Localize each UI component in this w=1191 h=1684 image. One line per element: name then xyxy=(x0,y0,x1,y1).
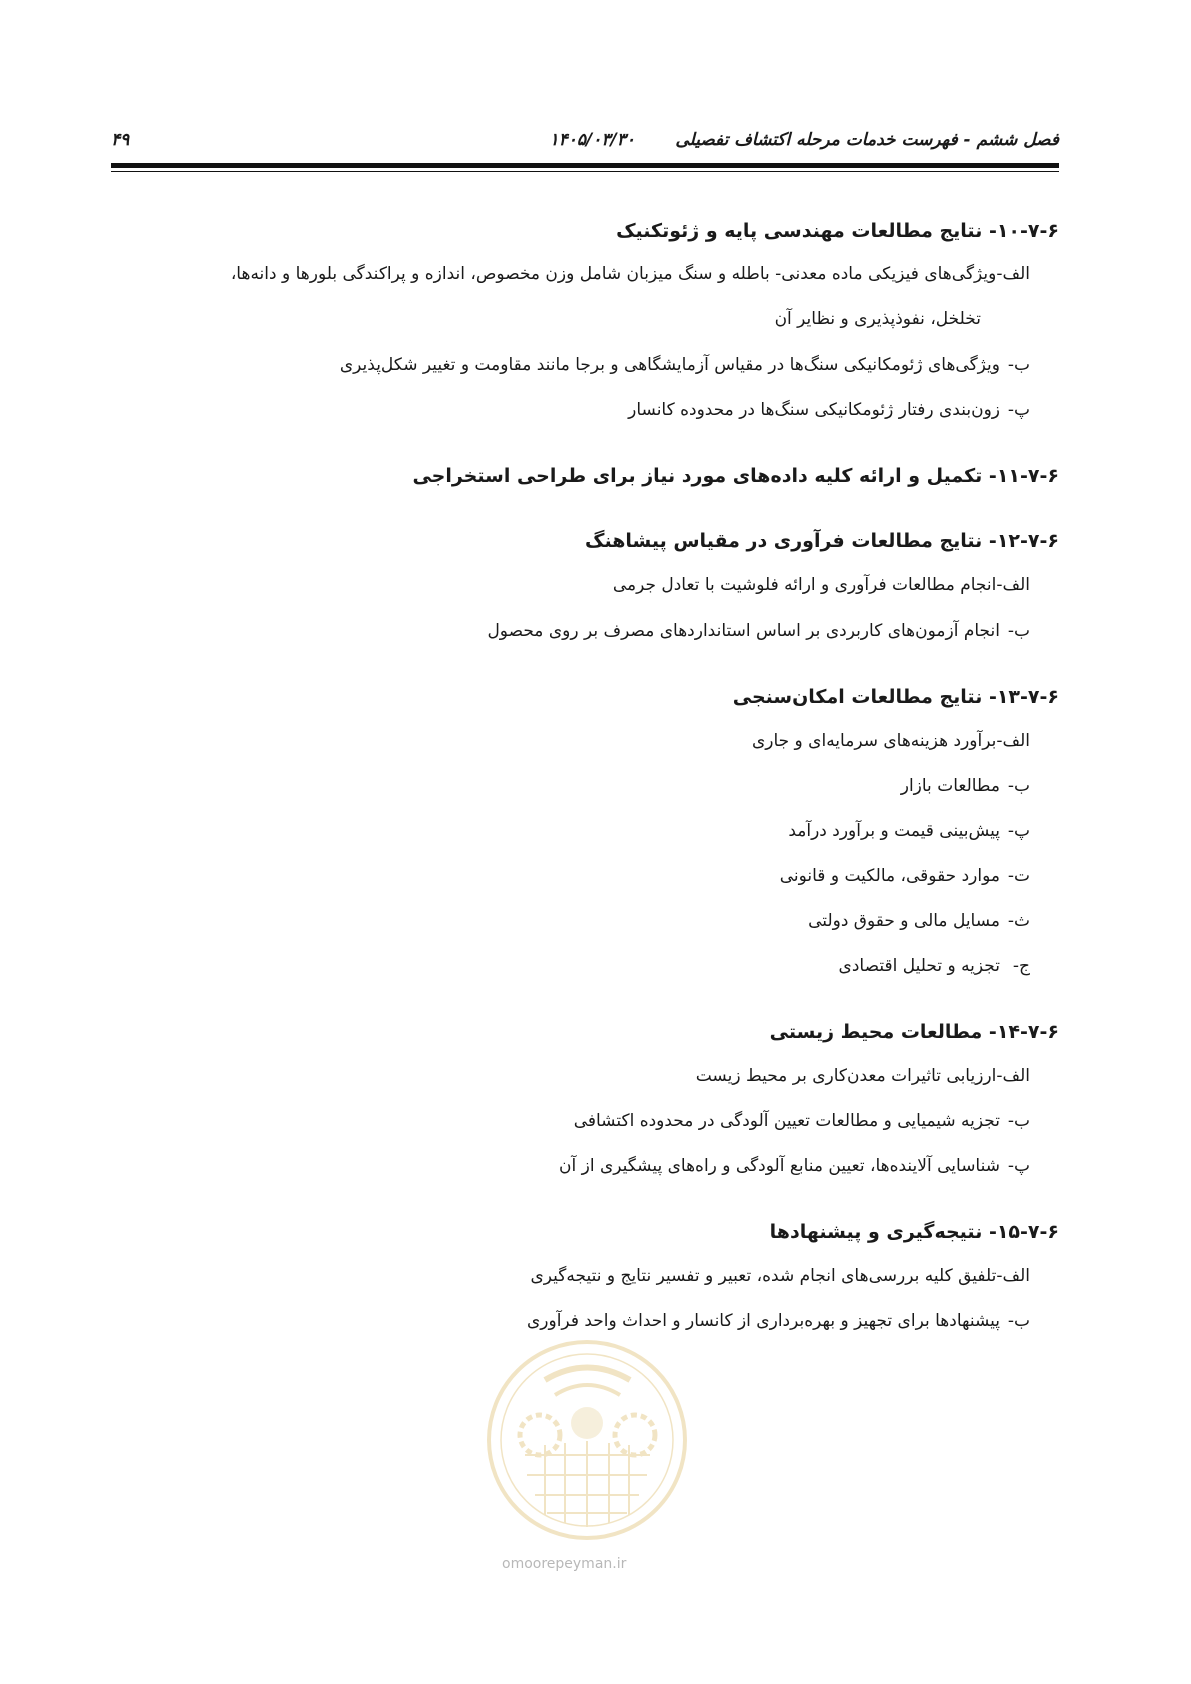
item-label: ب- xyxy=(1007,621,1030,641)
list-item xyxy=(788,821,1030,841)
item-text: پیش‌بینی قیمت و برآورد درآمد xyxy=(788,821,1000,841)
list-item xyxy=(530,1266,1030,1286)
item-text: ارزیابی تاثیرات معدن‌کاری بر محیط زیست xyxy=(695,1066,997,1086)
section-title-14: ۱۴-۷-۶- مطالعات محیط زیستی xyxy=(769,1021,1059,1043)
list-item xyxy=(901,776,1030,796)
item-label: ب- xyxy=(1007,1111,1030,1131)
watermark-logo-icon xyxy=(485,1335,690,1545)
list-item xyxy=(628,400,1030,420)
item-text: انجام آزمون‌های کاربردی بر اساس استانداردهای مصرف بر روی محصول xyxy=(487,621,1000,641)
item-label: پ- xyxy=(1007,400,1030,420)
list-item xyxy=(231,264,1030,284)
list-item xyxy=(696,1066,1030,1086)
item-label: الف- xyxy=(996,575,1030,595)
item-label: الف- xyxy=(996,731,1030,751)
item-continuation: تخلخل، نفوذپذیری و نظایر آن xyxy=(774,309,981,329)
item-text: تجزیه شیمیایی و مطالعات تعیین آلودگی در محدوده اکتشافی xyxy=(573,1111,1000,1131)
item-label: ث- xyxy=(1007,911,1030,931)
list-item xyxy=(559,1156,1030,1176)
header-date: ۱۴۰۵/۰۳/۳۰ xyxy=(549,130,635,150)
item-text: تلفیق کلیه بررسی‌های انجام شده، تعبیر و تفسیر نتایج و نتیجه‌گیری xyxy=(530,1266,997,1286)
list-item xyxy=(574,1111,1030,1131)
item-text: تجزیه و تحلیل اقتصادی xyxy=(838,956,1000,976)
section-title-11: ۱۱-۷-۶- تکمیل و ارائه کلیه داده‌های مورد نیاز برای طراحی استخراجی xyxy=(412,465,1059,487)
list-item xyxy=(340,355,1030,375)
item-text: برآورد هزینه‌های سرمایه‌ای و جاری xyxy=(751,731,997,751)
item-text: انجام مطالعات فرآوری و ارائه فلوشیت با تعادل جرمی xyxy=(612,575,997,595)
item-label: ب- xyxy=(1007,1311,1030,1331)
item-label: پ- xyxy=(1007,1156,1030,1176)
item-text: مطالعات بازار xyxy=(900,776,1000,796)
page-number: ۴۹ xyxy=(111,130,130,150)
list-item xyxy=(839,956,1030,976)
watermark-url: omoorepeyman.ir xyxy=(502,1556,627,1572)
list-item xyxy=(752,731,1030,751)
page-header xyxy=(111,130,1059,152)
item-label: الف- xyxy=(996,1266,1030,1286)
item-label: ب- xyxy=(1007,776,1030,796)
item-label: ج- xyxy=(1012,956,1030,976)
item-text: ویژگی‌های ژئومکانیکی سنگ‌ها در مقیاس آزمایشگاهی و برجا مانند مقاومت و تغییر شکل‌پذیری xyxy=(339,355,1000,375)
header-rule-thin xyxy=(111,171,1059,172)
list-item xyxy=(613,575,1030,595)
section-title-13: ۱۳-۷-۶- نتایج مطالعات امکان‌سنجی xyxy=(732,686,1059,708)
list-item xyxy=(780,866,1030,886)
section-title-15: ۱۵-۷-۶- نتیجه‌گیری و پیشنهادها xyxy=(769,1221,1059,1243)
item-label: ت- xyxy=(1007,866,1030,886)
item-text: پیشنهادها برای تجهیز و بهره‌برداری از کانسار و احداث واحد فرآوری xyxy=(526,1311,1000,1331)
item-label: الف- xyxy=(996,264,1030,284)
header-rule-thick xyxy=(111,163,1059,168)
item-label: ب- xyxy=(1007,355,1030,375)
item-text: مسایل مالی و حقوق دولتی xyxy=(808,911,1000,931)
item-text: موارد حقوقی، مالکیت و قانونی xyxy=(779,866,1000,886)
item-label: الف- xyxy=(996,1066,1030,1086)
item-label: پ- xyxy=(1007,821,1030,841)
list-item xyxy=(487,621,1030,641)
item-text: ویژگی‌های فیزیکی ماده معدنی- باطله و سنگ میزبان شامل وزن مخصوص، اندازه و پراکندگی بلورها و دانه‌ها، xyxy=(230,264,997,284)
list-item xyxy=(808,911,1030,931)
chapter-title: فصل ششم - فهرست خدمات مرحله اکتشاف تفصیلی xyxy=(675,130,1059,150)
section-title-10: ۱۰-۷-۶- نتایج مطالعات مهندسی پایه و ژئوتکنیک xyxy=(616,220,1059,242)
section-title-12: ۱۲-۷-۶- نتایج مطالعات فرآوری در مقیاس پیشاهنگ xyxy=(584,530,1059,552)
list-item xyxy=(527,1311,1030,1331)
item-text: شناسایی آلاینده‌ها، تعیین منابع آلودگی و راه‌های پیشگیری از آن xyxy=(559,1156,1000,1176)
item-text: زون‌بندی رفتار ژئومکانیکی سنگ‌ها در محدوده کانسار xyxy=(628,400,1000,420)
